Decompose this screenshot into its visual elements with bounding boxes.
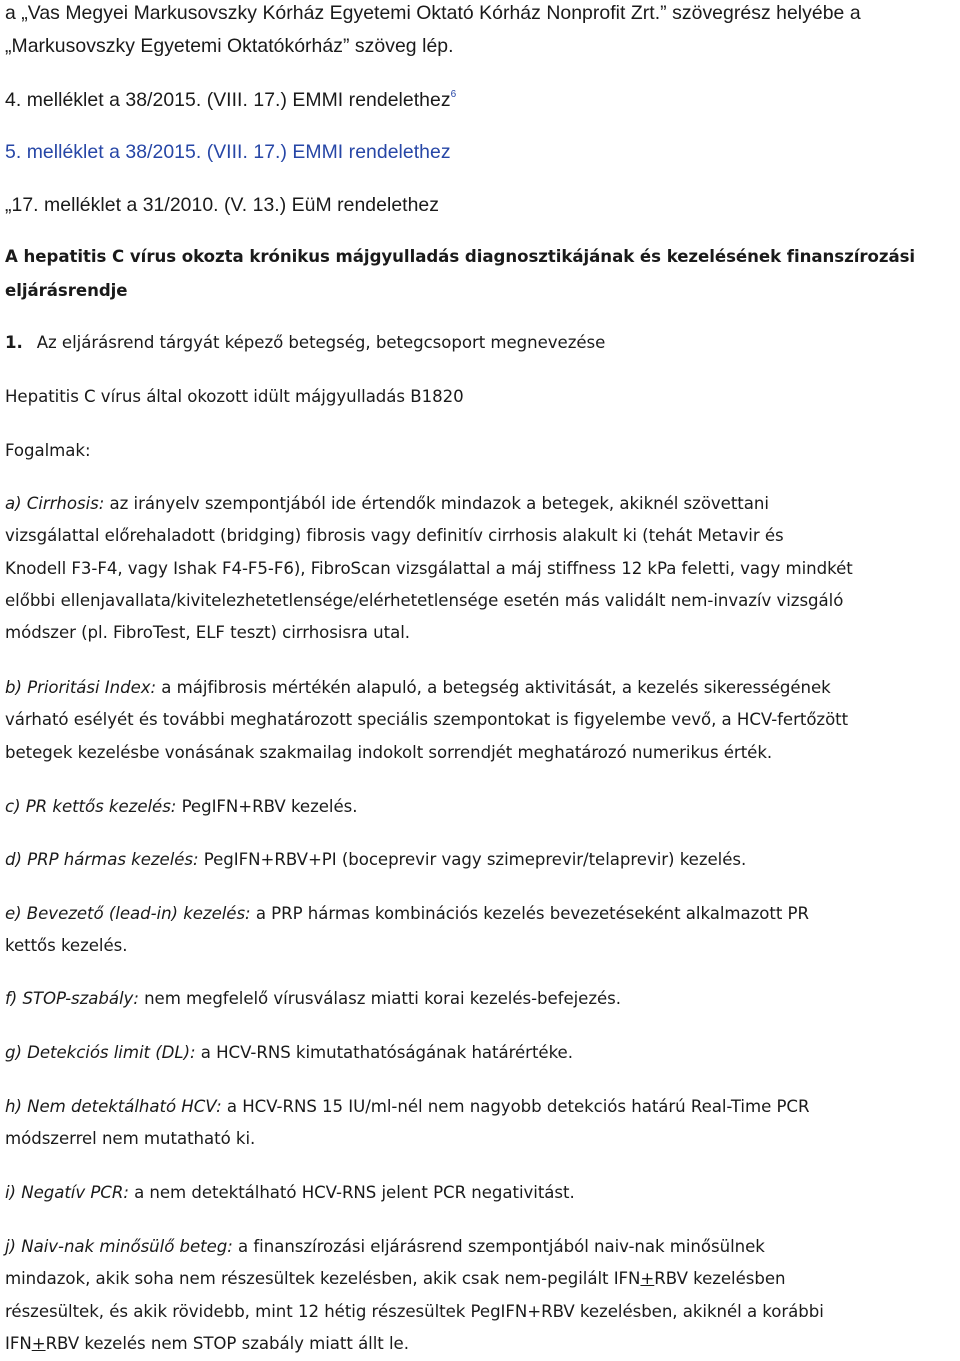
definition-c-term: c) PR kettős kezelés: bbox=[5, 797, 177, 816]
section-number: 1. bbox=[5, 333, 23, 352]
section-title: Az eljárásrend tárgyát képező betegség, betegcsoport megnevezése bbox=[36, 333, 606, 352]
definition-f: f) STOP-szabály: nem megfelelő vírusválasz miatti korai kezelés-befejezés. bbox=[5, 989, 621, 1008]
definition-j-line-1: j) Naiv-nak minősülő beteg: a finanszírozási eljárásrend szempontjából naiv-nak minősülnek bbox=[5, 1237, 765, 1256]
concepts-label: Fogalmak: bbox=[5, 441, 91, 460]
intro-line-1: a „Vas Megyei Markusovszky Kórház Egyetemi Oktató Kórház Nonprofit Zrt.” szövegrész helyébe a bbox=[5, 2, 861, 24]
annex-4-heading bbox=[5, 90, 456, 110]
definition-a-term: a) Cirrhosis: bbox=[5, 494, 105, 513]
intro-line-2: „Markusovszky Egyetemi Oktatókórház” szöveg lép. bbox=[5, 35, 454, 57]
definition-b-term: b) Prioritási Index: bbox=[5, 678, 157, 697]
annex-17-heading: „17. melléklet a 31/2010. (V. 13.) EüM rendelethez bbox=[5, 194, 440, 216]
document-title-line-2: eljárásrendje bbox=[5, 281, 128, 300]
definition-e-term: e) Bevezető (lead-in) kezelés: bbox=[5, 904, 251, 923]
definition-b-line-1: b) Prioritási Index: a májfibrosis mértékén alapuló, a betegség aktivitását, a kezelés sikerességének bbox=[5, 678, 831, 697]
definition-b-line-2: várható esélyét és további meghatározott speciális szempontokat is figyelembe vevő, a HCV-fertőzött bbox=[5, 710, 849, 729]
plus-minus-sign: + bbox=[31, 1334, 46, 1353]
plus-minus-sign: + bbox=[640, 1269, 655, 1288]
section-1-heading bbox=[5, 335, 605, 352]
definition-g-term: g) Detekciós limit (DL): bbox=[5, 1043, 196, 1062]
definition-e-line-1: e) Bevezető (lead-in) kezelés: a PRP hármas kombinációs kezelés bevezetéseként alkalmazott PR bbox=[5, 904, 809, 923]
definition-a-line-4: előbbi ellenjavallata/kivitelezhetetlensége/elérhetetlensége esetén más validált nem-invazív vizsgáló bbox=[5, 591, 844, 610]
definition-i-term: i) Negatív PCR: bbox=[5, 1183, 129, 1202]
definition-a-line-3: Knodell F3-F4, vagy Ishak F4-F5-F6), FibroScan vizsgálattal a máj stiffness 12 kPa feletti, vagy mindkét bbox=[5, 559, 853, 578]
definition-j-term: j) Naiv-nak minősülő beteg: bbox=[5, 1237, 233, 1256]
document-title-line-1: A hepatitis C vírus okozta krónikus májgyulladás diagnosztikájának és kezelésének finanszírozási bbox=[5, 247, 916, 266]
definition-d-term: d) PRP hármas kezelés: bbox=[5, 850, 199, 869]
definition-j-line-4: IFN+RBV kezelés nem STOP szabály miatt állt le. bbox=[5, 1334, 409, 1353]
annex-5-heading: 5. melléklet a 38/2015. (VIII. 17.) EMMI rendelethez bbox=[5, 141, 451, 163]
definition-c: c) PR kettős kezelés: PegIFN+RBV kezelés. bbox=[5, 797, 358, 816]
definition-e-line-2: kettős kezelés. bbox=[5, 936, 128, 955]
definition-a-line-2: vizsgálattal előrehaladott (bridging) fibrosis vagy definitív cirrhosis alakult ki (tehát Metavir és bbox=[5, 526, 784, 545]
definition-h-term: h) Nem detektálható HCV: bbox=[5, 1097, 222, 1116]
definition-a-line-5: módszer (pl. FibroTest, ELF teszt) cirrhosisra utal. bbox=[5, 623, 410, 642]
definition-b-line-3: betegek kezelésbe vonásának szakmailag indokolt sorrendjét meghatározó numerikus érték. bbox=[5, 743, 773, 762]
footnote-link[interactable]: 6 bbox=[450, 89, 457, 100]
definition-h-line-1: h) Nem detektálható HCV: a HCV-RNS 15 IU/ml-nél nem nagyobb detekciós határú Real-Time PCR bbox=[5, 1097, 810, 1116]
definition-d: d) PRP hármas kezelés: PegIFN+RBV+PI (boceprevir vagy szimeprevir/telaprevir) kezelés. bbox=[5, 850, 747, 869]
definition-g: g) Detekciós limit (DL): a HCV-RNS kimutathatóságának határértéke. bbox=[5, 1043, 573, 1062]
definition-a-line-1: a) Cirrhosis: az irányelv szempontjából ide értendők mindazok a betegek, akiknél szövettani bbox=[5, 494, 769, 513]
definition-i: i) Negatív PCR: a nem detektálható HCV-RNS jelent PCR negativitást. bbox=[5, 1183, 575, 1202]
definition-f-term: f) STOP-szabály: bbox=[5, 989, 139, 1008]
definition-j-line-2: mindazok, akik soha nem részesültek kezelésben, akik csak nem-pegilált IFN+RBV kezelésben bbox=[5, 1269, 786, 1288]
definition-j-line-3: részesültek, és akik rövidebb, mint 12 hétig részesültek PegIFN+RBV kezelésben, akiknél a korábbi bbox=[5, 1302, 824, 1321]
annex-4-text: 4. melléklet a 38/2015. (VIII. 17.) EMMI rendelethez bbox=[5, 89, 451, 111]
disease-name: Hepatitis C vírus által okozott idült májgyulladás B1820 bbox=[5, 387, 464, 406]
definition-h-line-2: módszerrel nem mutatható ki. bbox=[5, 1129, 256, 1148]
